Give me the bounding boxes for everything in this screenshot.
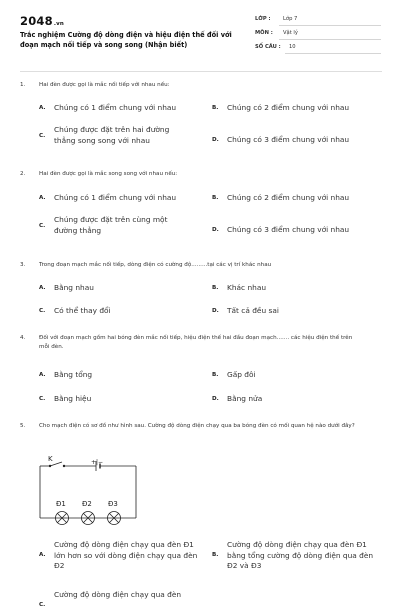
question-text: Trong đoạn mạch mắc nối tiếp, dòng điện có cường độ.........tại các vị trí khác nhau xyxy=(39,262,272,268)
option-text: Khác nhau xyxy=(227,283,267,292)
option-letter: C. xyxy=(39,223,46,229)
circuit-diagram xyxy=(36,456,140,526)
option-letter: A. xyxy=(39,105,46,111)
question-2-option-c[interactable] xyxy=(39,215,189,236)
question-number: 3. xyxy=(20,262,26,268)
option-letter: A. xyxy=(39,285,46,291)
option-text: Cường độ dòng điện chạy qua đèn Đ1 bằng tổng cường độ dòng điện qua đèn Đ2 và Đ3 xyxy=(227,540,374,570)
question-1-option-d[interactable] xyxy=(212,135,380,146)
option-letter: A. xyxy=(39,552,46,558)
option-letter: C. xyxy=(39,396,46,402)
question-number: 5. xyxy=(20,423,26,429)
question-number: 1. xyxy=(20,82,26,88)
switch-label: K xyxy=(48,455,53,463)
question-5-option-a[interactable] xyxy=(39,540,207,572)
logo-suffix: .vn xyxy=(53,21,65,27)
question-number: 4. xyxy=(20,335,26,341)
lamp-1-label: Đ1 xyxy=(56,500,66,508)
option-text: Tất cả đều sai xyxy=(227,306,279,315)
meta-count-value: 10 xyxy=(289,44,296,50)
option-letter: B. xyxy=(212,105,219,111)
meta-underline xyxy=(285,53,381,54)
meta-underline xyxy=(279,25,381,26)
option-letter: B. xyxy=(212,195,219,201)
option-text: Chúng có 1 điểm chung với nhau xyxy=(54,193,177,202)
option-text: Chúng có 3 điểm chung với nhau xyxy=(227,225,350,234)
meta-subject-value: Vật lý xyxy=(283,30,298,36)
page-header xyxy=(0,0,400,68)
option-letter: C. xyxy=(39,602,46,608)
option-letter: B. xyxy=(212,372,219,378)
question-text: Đối với đoạn mạch gồm hai bóng đèn mắc nối tiếp, hiệu điện thế hai đầu đoạn mạch....... các hiệu điện thế trên mỗi đèn. xyxy=(39,335,353,350)
page-title: Trắc nghiệm Cường độ dòng điện và hiệu điện thế đối với đoạn mạch nối tiếp và song song (Nhận biết) xyxy=(20,31,232,49)
question-1-option-c[interactable] xyxy=(39,125,189,146)
option-text: Có thể thay đổi xyxy=(54,306,111,315)
switch-pivot xyxy=(49,465,51,467)
question-4-option-d[interactable] xyxy=(212,394,380,405)
question-3-option-d[interactable] xyxy=(212,306,380,317)
option-letter: D. xyxy=(212,137,219,143)
meta-underline xyxy=(279,39,381,40)
question-4-option-a[interactable] xyxy=(39,370,204,381)
option-letter: D. xyxy=(212,396,219,402)
question-2-option-d[interactable] xyxy=(212,225,380,236)
question-4-option-b[interactable] xyxy=(212,370,380,381)
question-3-stem xyxy=(20,261,382,270)
question-3-option-a[interactable] xyxy=(39,283,204,294)
battery-label: +|− xyxy=(91,459,104,466)
question-1-option-b[interactable] xyxy=(212,103,380,114)
option-letter: A. xyxy=(39,195,46,201)
option-letter: A. xyxy=(39,372,46,378)
question-2-option-b[interactable] xyxy=(212,193,380,204)
option-letter: B. xyxy=(212,552,219,558)
logo-text: 2048 xyxy=(20,14,53,28)
option-text: Chúng có 1 điểm chung với nhau xyxy=(54,103,177,112)
question-text: Hai đèn được gọi là mắc song song với nhau nếu: xyxy=(39,171,178,177)
lamp-2-label: Đ2 xyxy=(82,500,92,508)
option-text: Chúng có 2 điểm chung với nhau xyxy=(227,103,350,112)
option-text: Bằng hiệu xyxy=(54,394,92,403)
option-text: Bằng nhau xyxy=(54,283,94,292)
option-text: Chúng có 2 điểm chung với nhau xyxy=(227,193,350,202)
question-5-option-b[interactable] xyxy=(212,540,380,572)
option-letter: D. xyxy=(212,308,219,314)
question-3-option-b[interactable] xyxy=(212,283,380,294)
question-text: Hai đèn được gọi là mắc nối tiếp với nhau nếu: xyxy=(39,82,170,88)
option-text: Gấp đôi xyxy=(227,370,256,379)
question-1-stem xyxy=(20,81,382,90)
meta-count-label: SỐ CÂU : xyxy=(255,44,281,50)
meta-subject-label: MÔN : xyxy=(255,30,273,36)
meta-count xyxy=(255,41,381,54)
question-number: 2. xyxy=(20,171,26,177)
meta-class xyxy=(255,13,381,26)
question-5-stem xyxy=(20,422,378,431)
question-1-option-a[interactable] xyxy=(39,103,204,114)
option-letter: D. xyxy=(212,227,219,233)
option-text: Bằng nửa xyxy=(227,394,263,403)
question-2-option-a[interactable] xyxy=(39,193,204,204)
option-text: Cường độ dòng điện chạy qua đèn Đ1 lớn hơn so với dòng điện chạy qua đèn Đ2 xyxy=(54,540,198,570)
option-text: Chúng có 3 điểm chung với nhau xyxy=(227,135,350,144)
meta-subject xyxy=(255,27,381,40)
option-text: Chúng được đặt trên cùng một đường thẳng xyxy=(54,215,168,235)
question-3-option-c[interactable] xyxy=(39,306,204,317)
question-5-option-c[interactable] xyxy=(39,590,207,608)
option-letter: C. xyxy=(39,133,46,139)
site-logo[interactable] xyxy=(20,14,64,28)
question-text: Cho mạch điện có sơ đồ như hình sau. Cường độ dòng điện chạy qua ba bóng đèn có mối quan hệ nào dưới đây? xyxy=(39,423,355,429)
meta-class-value: Lớp 7 xyxy=(283,16,298,22)
option-letter: C. xyxy=(39,308,46,314)
question-4-option-c[interactable] xyxy=(39,394,204,405)
lamp-3-label: Đ3 xyxy=(108,500,118,508)
option-text: Bằng tổng xyxy=(54,370,93,379)
switch-contact xyxy=(63,465,65,467)
question-2-stem xyxy=(20,170,382,179)
question-4-stem xyxy=(20,334,363,352)
option-text: Chúng được đặt trên hai đường thẳng song song với nhau xyxy=(54,125,170,145)
option-letter: B. xyxy=(212,285,219,291)
meta-class-label: LỚP : xyxy=(255,16,271,22)
header-divider xyxy=(20,71,382,72)
option-text: Cường độ dòng điện chạy qua đèn xyxy=(54,590,182,599)
